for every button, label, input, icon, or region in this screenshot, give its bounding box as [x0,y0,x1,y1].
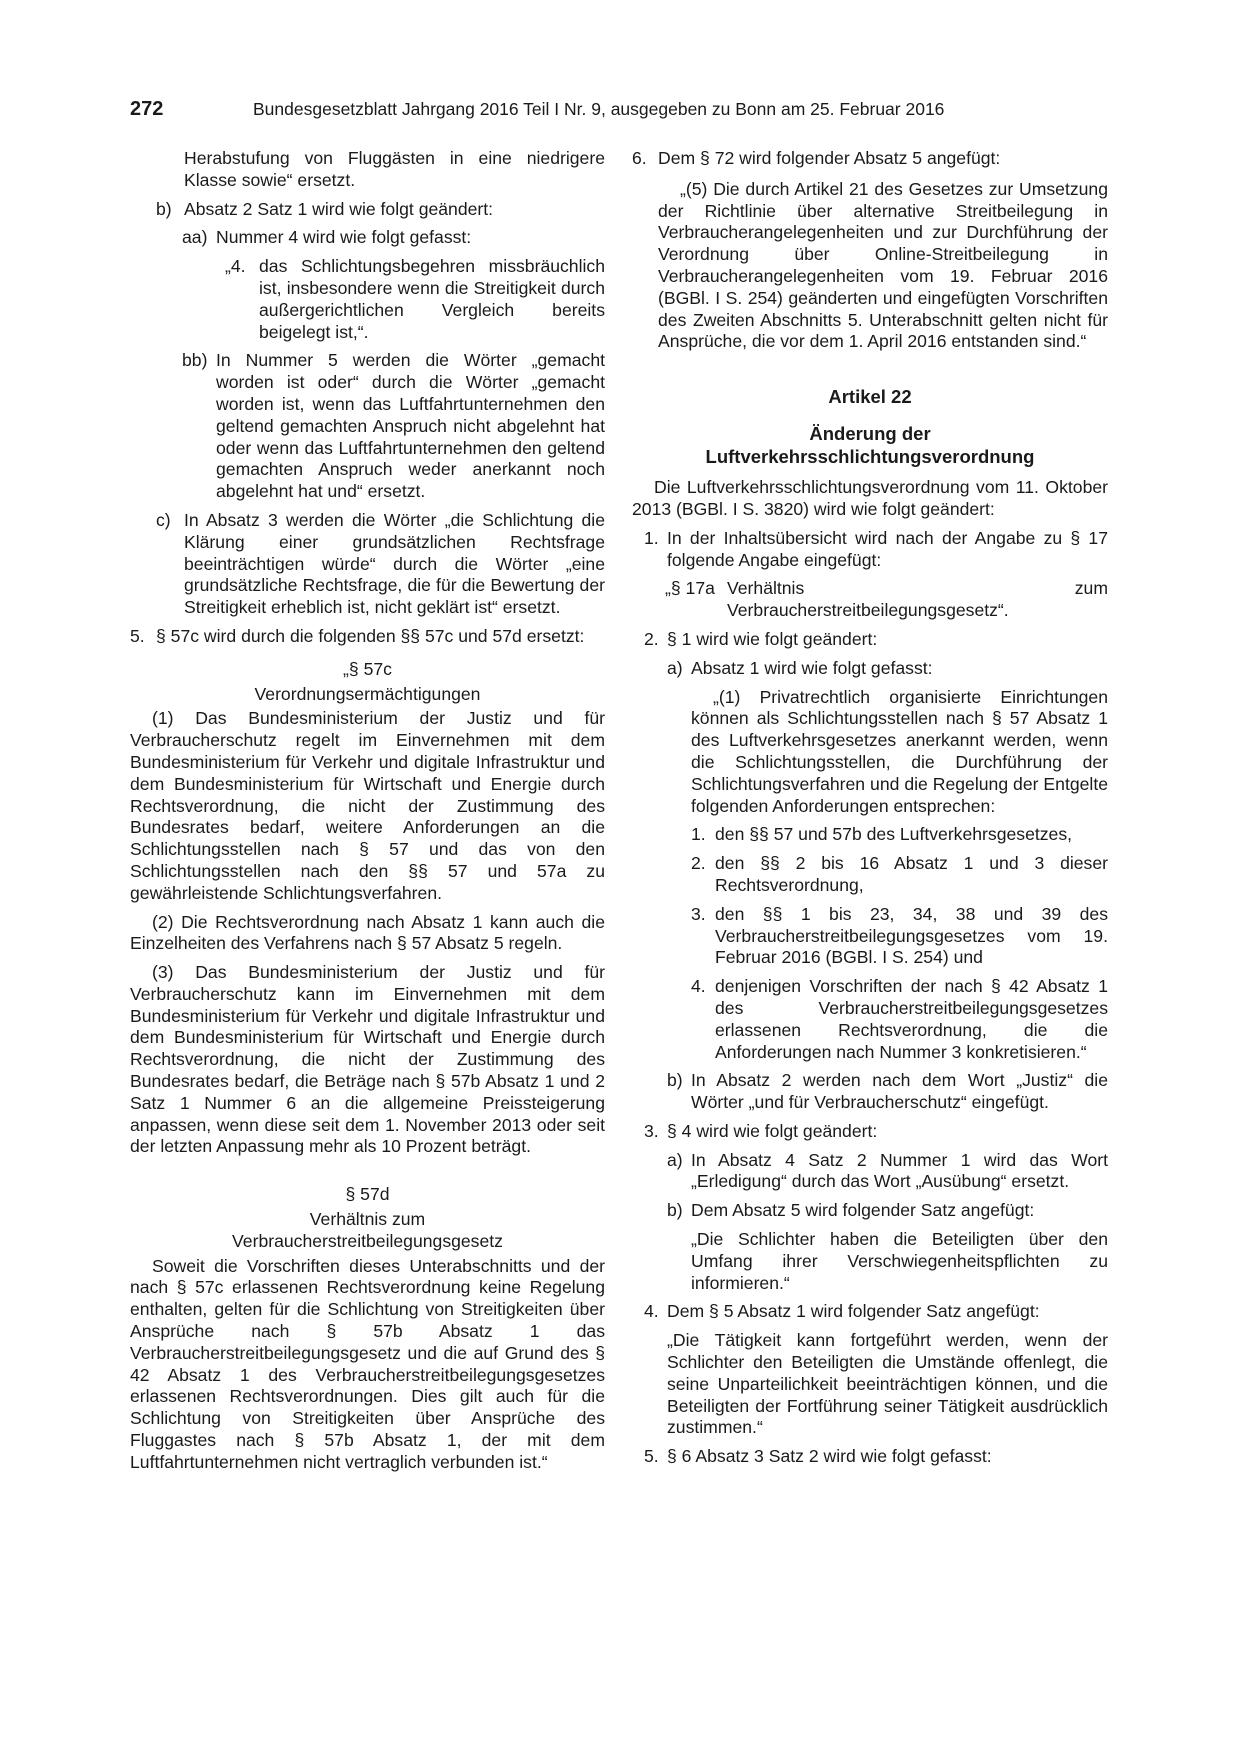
list-item-2b [667,1070,1108,1114]
item-text: In Absatz 2 werden nach dem Wort „Justiz“ die Wörter „und für Verbraucherschutz“ eingefügt. [691,1070,1108,1113]
item-text: § 6 Absatz 3 Satz 2 wird wie folgt gefasst: [667,1446,992,1467]
list-item-4 [644,1301,1108,1323]
list-item-b [156,199,605,221]
section-title-57d-line1: Verhältnis zum [309,1209,426,1230]
item-text: den §§ 2 bis 16 Absatz 1 und 3 dieser Rechtsverordnung, [715,853,1108,895]
item-text: Dem Absatz 5 wird folgender Satz angefügt: [691,1200,1035,1221]
section-title-57d-line2: Verbraucherstreitbeilegungsgesetz [232,1230,503,1251]
quoted-sentence-3b: „Die Schlichter haben die Beteiligten über den Umfang ihrer Verschwiegenheitspflichten zu informieren.“ [691,1229,1108,1293]
article-subtitle-line1: Änderung der [809,423,931,445]
item-text: § 57c wird durch die folgenden §§ 57c und 57d ersetzt: [156,625,585,646]
page-number: 272 [130,98,164,120]
item-label: b) [156,198,172,219]
section-heading-57d: § 57d [345,1184,390,1205]
item-label: bb) [182,350,208,371]
item-label: a) [667,1149,683,1170]
item-label: b) [667,1070,683,1091]
item-text: In der Inhaltsübersicht wird nach der Angabe zu § 17 folgende Angabe eingefügt: [667,527,1108,570]
item-label: 4. [644,1301,659,1322]
page-header [0,98,1241,126]
item-text: Absatz 1 wird wie folgt gefasst: [691,657,933,678]
item-label: 1. [644,527,659,548]
list-item-1 [644,528,1108,572]
item-text: den §§ 57 und 57b des Luftverkehrsgesetzes, [715,824,1073,845]
item-text: Dem § 5 Absatz 1 wird folgender Satz angefügt: [667,1301,1040,1322]
item-text: § 1 wird wie folgt geändert: [667,628,878,649]
item-text: In Absatz 3 werden die Wörter „die Schlichtung die Klärung einer grundsätzlichen Rechtsfrage beeinträchtigen würde“ durch die Wörter „eine grundsätzliche Rechtsfrage, die für die Bewertung der Streitigkeit erheblich ist, nicht geklärt ist“ ersetzt. [184,509,605,618]
item-label: „§ 17a [665,578,715,599]
quoted-paragraph-1: „(1) Privatrechtlich organisierte Einrichtungen können als Schlichtungsstellen nach § 57 Absatz 1 des Luftverkehrsgesetzes anerkannt werden, wenn die Schlichtungsstellen, die Durchführung der Schlichtungsverfahren und die Regelung der Entgelte folgenden Anforderungen entsprechen: [691,686,1108,816]
item-text: denjenigen Vorschriften der nach § 42 Absatz 1 des Verbraucherstreitbeilegungsgesetzes erlassenen Rechtsverordnung, die die Anforderungen nach Nummer 3 konkretisieren.“ [715,976,1108,1062]
item-label: a) [667,657,683,678]
list-item-5-right [644,1446,1108,1468]
continuation-text: Herabstufung von Fluggästen in eine niedrigere Klasse sowie“ ersetzt. [184,148,605,190]
list-item-3a [667,1150,1108,1194]
quoted-item-4 [691,976,1108,1063]
item-text: den §§ 1 bis 23, 34, 38 und 39 des Verbraucherstreitbeilegungsgesetzes vom 19. Februar 2016 (BGBl. I S. 254) und [715,903,1108,968]
list-item-3 [644,1121,1108,1143]
left-column [130,148,605,1474]
list-item-aa [182,227,605,249]
list-item-c [156,510,605,619]
section-heading-57c: „§ 57c [343,658,392,679]
quoted-item-2 [691,853,1108,897]
item-text: Absatz 2 Satz 1 wird wie folgt geändert: [184,198,494,219]
quoted-sentence-4: „Die Tätigkeit kann fortgeführt werden, wenn der Schlichter den Beteiligten die Umstände offenlegt, die seine Unparteilichkeit beeinträchtigen können, und die Beteiligten der Fortführung seiner Tätigkeit ausdrücklich zustimmen.“ [667,1330,1108,1438]
item-label: 2. [644,628,659,649]
article-title: Artikel 22 [828,386,912,408]
list-item-3b [667,1200,1108,1222]
item-label: 2. [691,853,706,874]
list-item-2a [667,658,1108,680]
item-label: c) [156,509,171,530]
item-text: das Schlichtungsbegehren missbräuchlich ist, insbesondere wenn die Streitigkeit durch außergerichtlichen Vergleich bereits beigelegt ist,“. [259,256,605,342]
quoted-entry-17a [665,578,1108,622]
right-column [632,148,1108,1468]
list-item-2 [644,629,1108,651]
item-text: Verhältnis zum Verbraucherstreitbeilegungsgesetz“. [727,578,1108,621]
item-label: 1. [691,824,706,845]
quoted-item-3 [691,904,1108,969]
paragraph-57c-1: (1) Das Bundesministerium der Justiz und für Verbraucherschutz regelt im Einvernehmen mit dem Bundesministerium für Verkehr und digitale Infrastruktur und dem Bundesministerium für Wirtschaft und Energie durch Rechtsverordnung, die nicht der Zustimmung des Bundesrates bedarf, weitere Anforderungen an die Schlichtungsstellen nach § 57 und das von den Schlichtungsstellen nach den §§ 57 und 57a zu gewährleistende Schlichtungsverfahren. [130,708,605,903]
item-label: aa) [182,227,208,248]
list-item-bb [182,350,605,503]
paragraph-57c-3: (3) Das Bundesministerium der Justiz und für Verbraucherschutz kann im Einvernehmen mit dem Bundesministerium für Verkehr und digitale Infrastruktur und dem Bundesministerium für Wirtschaft und Energie durch Rechtsverordnung, die nicht der Zustimmung des Bundesrates bedarf, die Beträge nach § 57b Absatz 1 und 2 Satz 1 Nummer 6 an die allgemeine Preissteigerung anpassen, wenn diese seit dem 1. November 2013 oder seit der letzten Anpassung mehr als 10 Prozent beträgt. [130,962,605,1157]
list-item-6 [632,148,1108,170]
header-title: Bundesgesetzblatt Jahrgang 2016 Teil I Nr. 9, ausgegeben zu Bonn am 25. Februar 2016 [253,99,945,119]
item-label: 5. [644,1446,659,1467]
item-text: Dem § 72 wird folgender Absatz 5 angefügt: [658,148,1001,168]
list-item-5 [130,626,605,648]
paragraph-57d: Soweit die Vorschriften dieses Unterabschnitts und der nach § 57c erlassenen Rechtsverordnung keine Regelung enthalten, gelten für die Schlichtung von Streitigkeiten über Ansprüche nach § 57b Absatz 1 das Verbraucherstreitbeilegungsgesetz und die auf Grund des § 42 Absatz 1 des Verbraucherstreitbeilegungsgesetzes erlassenen Rechtsverordnungen. Dies gilt auch für die Schlichtung von Streitigkeiten über Ansprüche des Fluggastes nach § 57b Absatz 1, der mit dem Luftfahrtunternehmen nicht vertraglich verbunden ist.“ [130,1255,605,1472]
item-label: 5. [130,625,145,646]
paragraph-57c-2: (2) Die Rechtsverordnung nach Absatz 1 kann auch die Einzelheiten des Verfahrens nach § 57 Absatz 5 regeln. [130,911,605,954]
quoted-item-1 [691,824,1108,846]
item-label: b) [667,1200,683,1221]
item-label: 4. [691,976,706,997]
quoted-item-4 [225,256,605,343]
item-text: In Nummer 5 werden die Wörter „gemacht worden ist oder“ durch die Wörter „gemacht worden ist, wenn das Luftfahrtunternehmen den geltend gemachten Anspruch nicht abgelehnt hat oder wenn das Luftfahrtunternehmen den geltend gemachten Anspruch weder anerkannt noch abgelehnt hat und“ ersetzt. [216,350,605,502]
item-label: 6. [632,148,647,168]
section-title-57c: Verordnungsermächtigungen [254,683,481,704]
item-label: „4. [225,256,246,277]
item-text: In Absatz 4 Satz 2 Nummer 1 wird das Wort „Erledigung“ durch das Wort „Ausübung“ ersetzt. [691,1149,1108,1192]
item-text: Nummer 4 wird wie folgt gefasst: [216,227,472,248]
item-text: § 4 wird wie folgt geändert: [667,1120,878,1141]
article-subtitle-line2: Luftverkehrsschlichtungsverordnung [705,446,1035,468]
item-label: 3. [644,1120,659,1141]
quoted-paragraph-5: „(5) Die durch Artikel 21 des Gesetzes zur Umsetzung der Richtlinie über alternative Streitbeilegung in Verbraucherangelegenheiten und zur Durchführung der Verordnung über Online-Streitbeilegung in Verbraucherangelegenheiten vom 19. Februar 2016 (BGBl. I S. 254) geänderten und eingefügten Vorschriften des Zweiten Abschnitts 5. Unterabschnitt gelten nicht für Ansprüche, die vor dem 1. April 2016 entstanden sind.“ [658,178,1108,352]
article-intro: Die Luftverkehrsschlichtungsverordnung vom 11. Oktober 2013 (BGBl. I S. 3820) wird wie folgt geändert: [632,477,1108,519]
item-label: 3. [691,903,706,924]
